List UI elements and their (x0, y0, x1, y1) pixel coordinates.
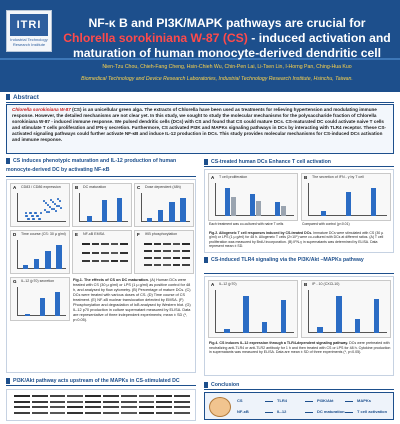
blot-band (182, 243, 190, 245)
chart-bar (147, 218, 153, 222)
chart-bar (317, 327, 323, 333)
chart-bar (102, 200, 108, 222)
blot-band (101, 252, 109, 254)
blot-band (111, 260, 119, 262)
blot-band (67, 401, 83, 403)
blot-band (173, 257, 181, 259)
section-3-panel (204, 276, 394, 376)
fig2-b-xlabel: Compared with control (p<0.01) (302, 222, 350, 226)
chart-bar (336, 296, 342, 333)
chart-bar (321, 211, 327, 216)
fig1-b-title: DC maturation (83, 185, 107, 189)
section-4-panel (6, 389, 196, 421)
section-2-panel (204, 169, 394, 253)
title-line-2 (60, 31, 394, 46)
blot-band (32, 406, 48, 408)
scatter-point (60, 207, 62, 209)
chart-bar (355, 319, 361, 333)
blot-band (144, 257, 152, 259)
fig4-a-label: A (211, 282, 215, 287)
fig1-g-title: IL-12 (p70) secretion (21, 279, 55, 283)
blot-band (50, 412, 66, 414)
blot-band (144, 250, 152, 252)
conclusion-diagram (204, 392, 394, 420)
fig1-b-label: B (75, 185, 79, 190)
scatter-point (40, 212, 42, 214)
fig2-panel-a (208, 173, 298, 221)
fig1-caption-title: Fig.1. The effects of CS on DC maturation. (73, 278, 149, 282)
fig4-panel-b (301, 280, 391, 338)
blot-band (174, 412, 190, 414)
affiliation: Biomedical Technology and Device Research Laboratories, Industrial Technology Research Institute, Hsinchu, Taiwan. (81, 76, 353, 82)
blot-band (173, 250, 181, 252)
axis (79, 193, 80, 222)
fig1-caption (73, 278, 194, 372)
blot-band (173, 243, 181, 245)
blot-band (174, 406, 190, 408)
section-3-heading (204, 256, 394, 274)
blot-band (82, 243, 90, 245)
scatter-point (51, 208, 53, 210)
fig1-panel-g (10, 277, 70, 321)
heading-marker (6, 158, 10, 164)
scatter-point (31, 215, 33, 217)
pathway-arrow (305, 401, 313, 402)
author-list: Nien-Tzu Chou, Chieh-Fang Cheng, Hsin-Chieh Wu, Chin-Pen Lai, Li-Tsen Lin, I-Horng Pan, Ching-Hua Kuo (102, 64, 352, 70)
scatter-point (38, 218, 40, 220)
conclusion-heading (204, 380, 394, 390)
blot-band (103, 395, 119, 397)
blot-band (82, 260, 90, 262)
blot-band (139, 406, 155, 408)
axis (141, 193, 142, 222)
pathway-arrow (265, 412, 273, 413)
blot-band (103, 401, 119, 403)
axis (308, 290, 309, 333)
logo-mark: ITRI (10, 14, 48, 36)
blot-band (154, 257, 162, 259)
blot-band (67, 406, 83, 408)
title-emphasis: Chlorella sorokiniana W-87 (CS) (63, 31, 248, 45)
chart-bar (243, 296, 249, 333)
scatter-point (46, 211, 48, 213)
axis (17, 287, 18, 316)
dendritic-cell-graphic (209, 397, 231, 417)
blot-band (14, 406, 30, 408)
blot-band (92, 260, 100, 262)
blot-band (103, 406, 119, 408)
pathway-label: IL-12 (277, 409, 287, 414)
axis (215, 290, 216, 333)
blot-band (32, 401, 48, 403)
chart-bar (180, 198, 186, 222)
chart-bar (56, 245, 62, 269)
blot-band (85, 412, 101, 414)
fig1-panel-c (134, 183, 194, 227)
blot-band (85, 406, 101, 408)
chart-bar (281, 206, 287, 216)
blot-band (139, 412, 155, 414)
fig1-g-label: G (13, 279, 17, 284)
scatter-point (36, 215, 38, 217)
scatter-point (48, 211, 50, 213)
title-line-1: NF-κ B and PI3K/MAPK pathways are crucial for (88, 16, 366, 30)
fig2-b-title: The secretion of IFN - γ by T cell (312, 175, 364, 179)
blot-band (156, 401, 172, 403)
blot-band (101, 243, 109, 245)
pathway-label: DC maturation (317, 409, 345, 414)
blot-band (139, 395, 155, 397)
chart-bar (40, 298, 46, 316)
fig4-b-label: B (304, 282, 308, 287)
fig1-e-label: E (75, 232, 79, 237)
section-1-heading (6, 157, 196, 177)
heading-marker (204, 257, 208, 263)
blot-band (163, 264, 171, 266)
blot-band (154, 264, 162, 266)
fig2-a-xlabel: Each treatment was co-cultured with naive T cells (209, 222, 284, 226)
title-line-2-rest: - induced activation and (247, 31, 391, 45)
blot-band (14, 412, 30, 414)
axis (17, 193, 18, 222)
chart-bar (169, 202, 175, 222)
blot-band (92, 252, 100, 254)
fig2-a-title: T cell proliferation (219, 175, 248, 179)
blot-band (120, 260, 128, 262)
pathway-label: T cell activation (357, 409, 388, 414)
fig1-panel-d (10, 230, 70, 274)
fig2-b-label: B (304, 175, 308, 180)
blot-band (67, 395, 83, 397)
chart-bar (25, 314, 31, 316)
blot-band (82, 252, 90, 254)
chart-bar (225, 188, 231, 216)
fig1-f-title: IKB phosphorylation (145, 232, 178, 236)
fig1-a-title: CD83 / CD86 expression (21, 185, 61, 189)
blot-band (50, 395, 66, 397)
pathway-arrow (265, 401, 273, 402)
fig2-caption-title: Fig.2. Allogeneic T cell responses induced by CS-treated DCs. (209, 231, 313, 235)
heading-marker (6, 378, 10, 384)
fig1-c-label: C (137, 185, 141, 190)
chart-bar (55, 292, 61, 316)
fig1-panel-f (134, 230, 194, 274)
scatter-point (27, 218, 29, 220)
poster-title (60, 16, 394, 61)
heading-marker (204, 382, 208, 388)
pathway-label: NF-κB (237, 409, 249, 414)
blot-band (144, 264, 152, 266)
blot-band (174, 401, 190, 403)
section-3-title: CS-induced TLR4 signaling via the PI3K/Akt –MAPKs pathway (211, 257, 364, 263)
scatter-point (25, 215, 27, 217)
axis (308, 183, 309, 216)
fig1-f-label: F (137, 232, 140, 237)
fig4-caption-title: Fig.4. CS induces IL-12 expression through a TLR4-dependent signaling pathway. (209, 341, 349, 345)
blot-band (156, 412, 172, 414)
scatter-point (32, 218, 34, 220)
blot-band (144, 243, 152, 245)
blot-band (32, 412, 48, 414)
blot-band (14, 395, 30, 397)
fig4-panel-a (208, 280, 298, 338)
fig1-a-label: A (13, 185, 17, 190)
fig1-panel-e (72, 230, 132, 274)
chart-bar (87, 216, 93, 222)
fig1-d-label: D (13, 232, 17, 237)
blot-band (14, 401, 30, 403)
blot-band (111, 252, 119, 254)
chart-bar (45, 251, 51, 269)
pathway-label: TLR4 (277, 398, 287, 403)
chart-bar (117, 198, 123, 222)
fig1-c-title: Dose dependent (48h) (145, 185, 181, 189)
blot-band (111, 243, 119, 245)
blot-band (156, 406, 172, 408)
abstract-lead: Chlorella sorokiniana W-87 (12, 107, 71, 112)
logo-subtitle: Industrial Technology Research Institute (10, 37, 48, 47)
chart-bar (231, 197, 237, 216)
chart-bar (275, 202, 281, 216)
fig2-caption (209, 231, 391, 253)
abstract-heading-text: Abstract (13, 94, 39, 101)
section-4-heading (6, 376, 196, 386)
pathway-label: PI3K/Akt (317, 398, 334, 403)
blot-band (121, 401, 137, 403)
blot-band (121, 406, 137, 408)
blot-band (92, 243, 100, 245)
fig1-e-title: NF-κB EMSA (83, 232, 105, 236)
scatter-point (55, 210, 57, 212)
scatter-point (25, 212, 27, 214)
blot-band (154, 250, 162, 252)
blot-band (101, 260, 109, 262)
chart-bar (281, 300, 287, 333)
chart-bar (256, 201, 262, 216)
section-4-title: PI3K/Akt pathway acts upstream of the MAPKs in CS-stimulated DC (13, 378, 180, 384)
blot-band (173, 264, 181, 266)
pathway-arrow (345, 401, 353, 402)
fig4-b-title: IP - 10 (CXCL10) (312, 282, 340, 286)
pathway-label: CS (237, 398, 243, 403)
blot-band (174, 395, 190, 397)
blot-band (85, 401, 101, 403)
pathway-arrow (345, 412, 353, 413)
chart-bar (250, 194, 256, 216)
chart-bar (371, 188, 377, 216)
fig4-caption-body: DCs were pretreated with neutralizing anti-TLR4 or anti-TLR2 antibody for 1 h and then treated with CS or LPS for 48 h. Cytokine production in supernatants was measured by ELISA. Data are mean ± SD of three experiments (*, p<0.05). (209, 341, 391, 355)
conclusion-title: Conclusion (211, 382, 240, 388)
fig1-panel-b (72, 183, 132, 227)
section-2-heading (204, 157, 394, 167)
blot-band (139, 401, 155, 403)
axis (215, 183, 216, 216)
fig1-panel-a (10, 183, 70, 227)
pathway-label: MAPKs (357, 398, 372, 403)
abstract-text (12, 107, 390, 144)
blot-band (182, 264, 190, 266)
itri-logo (6, 10, 52, 52)
pathway-arrow (305, 412, 313, 413)
axis (17, 221, 66, 222)
blot-band (121, 412, 137, 414)
abstract-heading (6, 93, 394, 103)
blot-band (154, 243, 162, 245)
chart-bar (374, 299, 380, 333)
fig1-caption-body: (A) Human DCs were treated with CS (30 µ g/ml) or LPS (1 µ g/ml) as positive control for 48 h, and analysed by flow cytometry. (B) Percentage of mature DCs. (C) DCs were treated with various doses of CS. (D) Time course of CS treatment. (E) NF-κB nuclear translocation detected by EMSA. (F) Phosphorylation and degradation of IκB analysed by Western blot. (G) IL-12 p70 production in culture supernatant measured by ELISA. Data are representative of three independent experiments; mean ± SD (*, p<0.05). (73, 278, 191, 322)
blot-band (163, 257, 171, 259)
heading-marker (204, 159, 208, 165)
section-2-title: CS-treated human DCs Enhance T cell activation (211, 159, 331, 165)
chart-bar (346, 192, 352, 216)
fig2-caption-body: Immature DCs were stimulated with CS (30 µ g/ml) or LPS (1 µ g/ml) for 48 h. Allogeneic T cells (2×10⁵) were co-cultured with DCs at different ratios. (A) T cell proliferation was measured by BrdU incorporation. (B) IFN-γ in supernatants was determined by ELISA. Data represent mean ± SD. (209, 231, 384, 249)
scatter-point (34, 212, 36, 214)
fig1-d-title: Time course (CS: 30 µ g/ml) (21, 232, 66, 236)
blot-band (163, 243, 171, 245)
blot-band (85, 395, 101, 397)
chart-bar (23, 265, 29, 269)
blot-band (121, 395, 137, 397)
blot-band (182, 257, 190, 259)
blot-band (32, 395, 48, 397)
scatter-point (29, 212, 31, 214)
blot-band (163, 250, 171, 252)
blot-band (156, 395, 172, 397)
blot-band (182, 250, 190, 252)
chart-bar (158, 210, 164, 222)
fig2-a-label: A (211, 175, 215, 180)
fig4-a-title: IL-12 (p70) (219, 282, 237, 286)
title-line-3: maturation of human monocyte-derived dendritic cell (72, 46, 382, 60)
heading-marker (6, 94, 10, 100)
fig4-caption (209, 341, 391, 375)
blot-band (120, 243, 128, 245)
chart-bar (34, 259, 40, 269)
blot-band (50, 406, 66, 408)
chart-bar (224, 329, 230, 333)
abstract-body: (CS) is an unicellular green alga. The extracts of Chlorella have been used as treatments for relieving hypertension and modulating immune response. However, the detailed mechanisms are not clear yet. In this study, we sought to study the molecular mechanisms for the polysaccharide fraction of Chlorella sorokiniana W-87 - induced immune response. We pulsed dendritic cells (DCs) with CS and found that CS could mature DCs. CS-maturated DC could activate naive T cells and stimulate T cells proliferation and IFN-γ secretion. Furthermore, CS activated PI3K and MAPKs signaling pathways in DCs by interacting with TLR4 receptor. These CS-activated signaling pathways could further activate NF-κB and induce IL-12 production in DCs. This study provides molecular mechanisms for CS-induced DCs activation and immune response. (12, 107, 386, 143)
blot-band (120, 252, 128, 254)
fig2-panel-b (301, 173, 391, 221)
blot-band (67, 412, 83, 414)
scatter-point (56, 205, 58, 207)
scatter-point (59, 200, 61, 202)
section-1-panel (6, 179, 196, 373)
axis (17, 240, 18, 269)
section-1-title: CS induces phenotypic maturation and IL-12 production of human monocyte-derived DC by activating NF-κB (6, 158, 177, 173)
poster-header (0, 0, 400, 92)
blot-band (103, 412, 119, 414)
blot-band (50, 401, 66, 403)
chart-bar (262, 322, 268, 333)
